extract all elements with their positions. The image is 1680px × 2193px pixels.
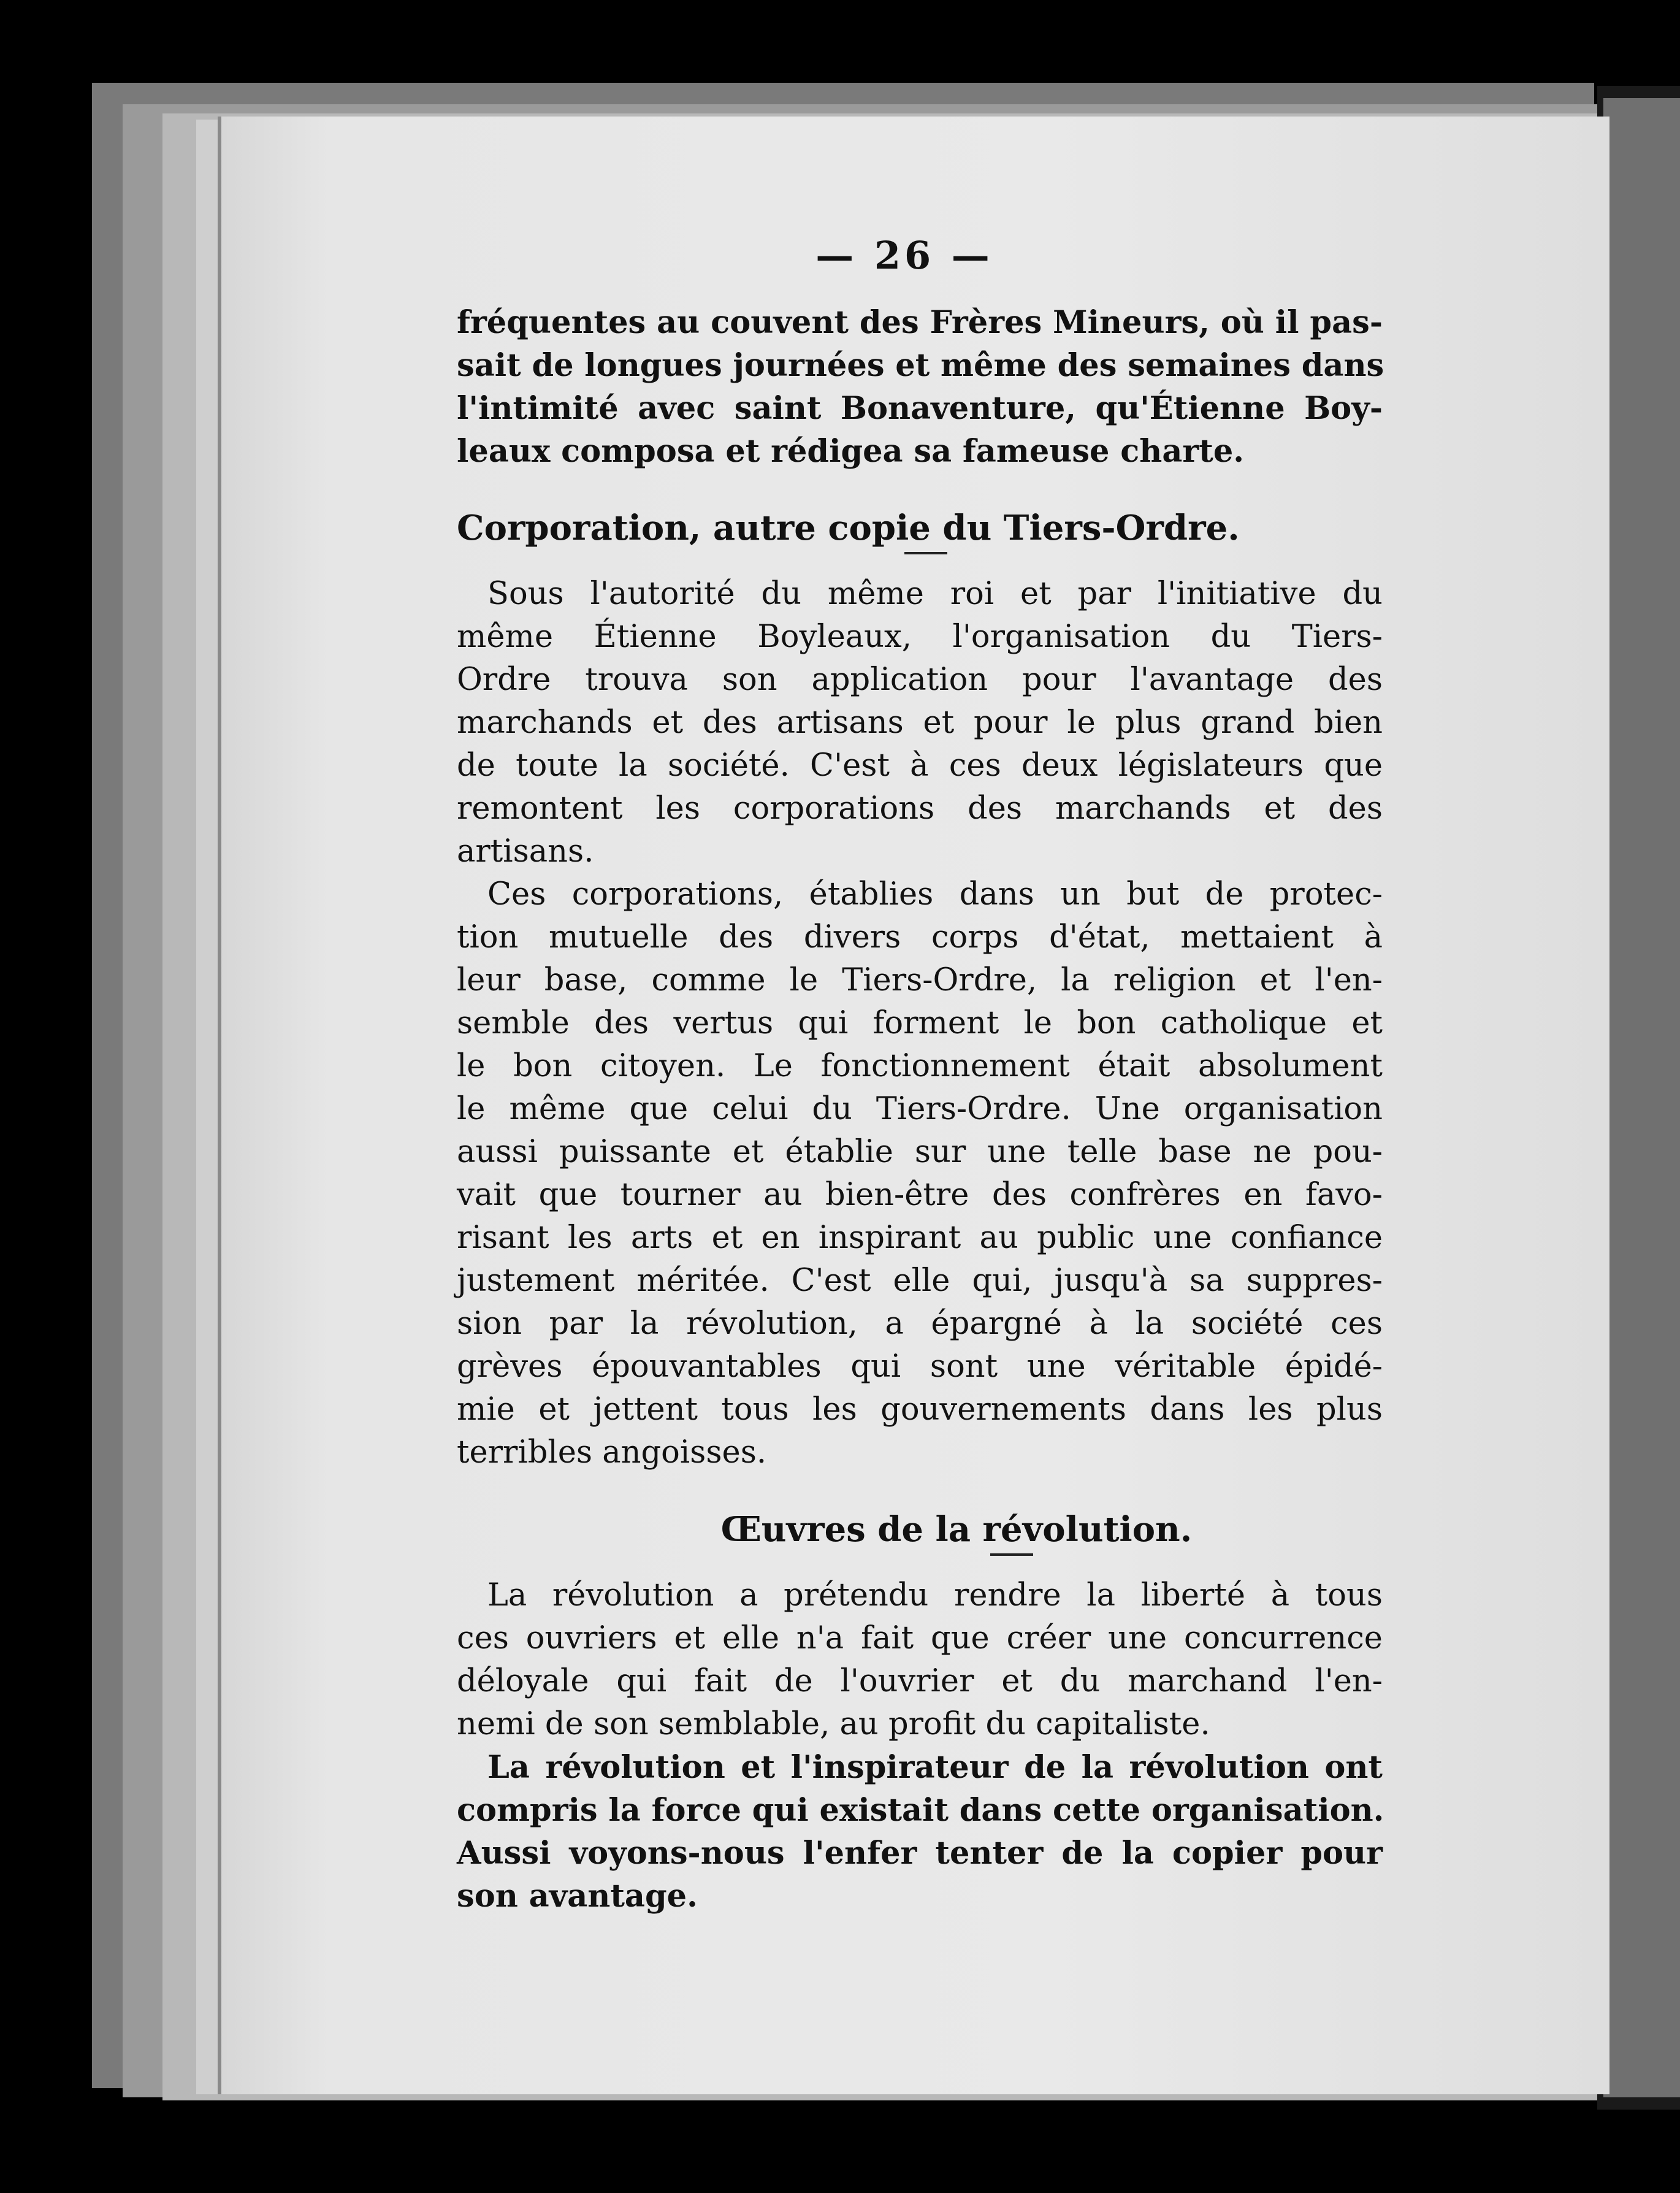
paragraph-continuation [457, 301, 1383, 473]
text-line: même Étienne Boyleaux, l'organisation du Tiers- [457, 619, 1383, 655]
text-line: artisans. [457, 833, 594, 870]
text-line: Ordre trouva son application pour l'avantage des [457, 662, 1383, 698]
text-line: grèves épouvantables qui sont une véritable épidé- [457, 1349, 1383, 1385]
text-line: tion mutuelle des divers corps d'état, mettaient à [457, 919, 1383, 955]
text-line: semble des vertus qui forment le bon catholique et [457, 1005, 1383, 1041]
page-edge [218, 117, 221, 2094]
text-line: aussi puissante et établie sur une telle base ne pou- [457, 1134, 1383, 1170]
text-line: risant les arts et en inspirant au public une confiance [457, 1220, 1383, 1256]
page-number: — 26 — [815, 233, 993, 278]
heading-rule [904, 552, 947, 554]
heading-rule [990, 1553, 1033, 1556]
text-line: le même que celui du Tiers-Ordre. Une organisation [457, 1091, 1383, 1127]
page-text [457, 233, 1383, 1918]
text-line: La révolution et l'inspirateur de la révolution ont [487, 1749, 1383, 1786]
section-heading: Corporation, autre copie du Tiers-Ordre. [457, 508, 1240, 548]
text-line: marchands et des artisans et pour le plus grand bien [457, 705, 1383, 741]
text-line: Ces corporations, établies dans un but de protec- [487, 876, 1383, 913]
text-line: fréquentes au couvent des Frères Mineurs, où il pas- [457, 304, 1383, 341]
text-line: remontent les corporations des marchands et des [457, 790, 1383, 827]
text-line: ces ouvriers et elle n'a fait que créer une concurrence [457, 1620, 1383, 1656]
text-line: mie et jettent tous les gouvernements dans les plus [457, 1391, 1383, 1428]
section-heading: Œuvres de la révolution. [720, 1509, 1193, 1550]
text-line: de toute la société. C'est à ces deux législateurs que [457, 748, 1383, 784]
paragraph [457, 1746, 1383, 1918]
text-line: déloyale qui fait de l'ouvrier et du marchand l'en- [457, 1663, 1383, 1699]
text-line: leaux composa et rédigea sa fameuse charte. [457, 433, 1245, 470]
text-line: l'intimité avec saint Bonaventure, qu'Étienne Boy- [457, 390, 1383, 427]
text-line: La révolution a prétendu rendre la liberté à tous [487, 1577, 1383, 1613]
text-line: sion par la révolution, a épargné à la société ces [457, 1306, 1383, 1342]
text-line: justement méritée. C'est elle qui, jusqu'à sa suppres- [457, 1263, 1383, 1299]
text-line: le bon citoyen. Le fonctionnement était absolument [457, 1048, 1383, 1084]
paragraph [457, 573, 1383, 873]
text-line: son avantage. [457, 1878, 698, 1915]
text-line: vait que tourner au bien-être des confrères en favo- [457, 1177, 1383, 1213]
adjacent-page-edge [1603, 98, 1680, 2097]
paragraph [457, 873, 1383, 1474]
text-line: nemi de son semblable, au profit du capitaliste. [457, 1706, 1210, 1742]
text-line: leur base, comme le Tiers-Ordre, la religion et l'en- [457, 962, 1383, 998]
text-line: Aussi voyons-nous l'enfer tenter de la copier pour [457, 1835, 1383, 1872]
text-line: sait de longues journées et même des semaines dans [457, 347, 1384, 384]
text-line: compris la force qui existait dans cette organisation. [457, 1792, 1384, 1829]
text-line: terribles angoisses. [457, 1434, 767, 1471]
text-line: Sous l'autorité du même roi et par l'initiative du [487, 576, 1383, 612]
paragraph [457, 1574, 1383, 1746]
